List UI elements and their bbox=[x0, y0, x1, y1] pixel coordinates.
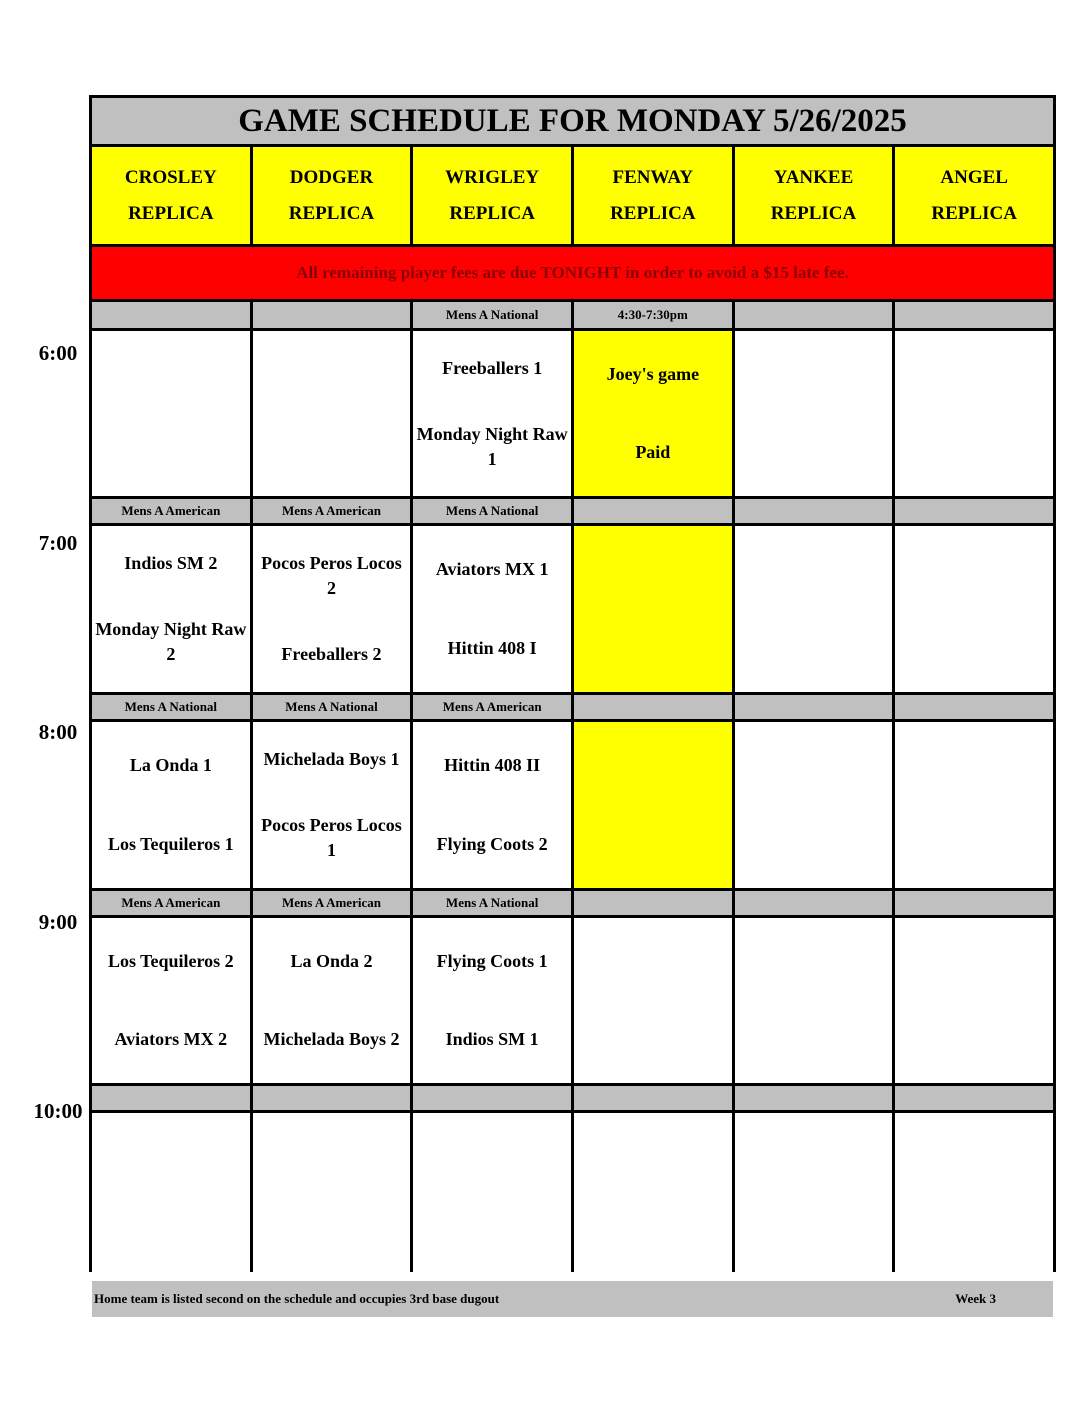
team-name: Freeballers 2 bbox=[281, 644, 382, 665]
team-name: Pocos Peros Locos 2 bbox=[261, 552, 402, 598]
game-cell bbox=[895, 526, 1053, 692]
division-label: Mens A American bbox=[92, 891, 250, 915]
division-label bbox=[735, 1086, 893, 1110]
venue-name: FENWAY bbox=[612, 166, 694, 188]
team-name: Los Tequileros 2 bbox=[107, 950, 234, 971]
division-label bbox=[735, 499, 893, 523]
game-cell bbox=[413, 722, 571, 888]
division-label: Mens A National bbox=[92, 695, 250, 719]
division-label bbox=[92, 1086, 250, 1110]
team-name: Hittin 408 I bbox=[447, 638, 537, 658]
venue-header bbox=[574, 147, 732, 244]
division-label: Mens A National bbox=[413, 302, 571, 328]
division-label bbox=[253, 1086, 411, 1110]
venue-name: YANKEE bbox=[773, 166, 854, 188]
venue-header bbox=[735, 147, 893, 244]
game-cell bbox=[92, 1113, 250, 1278]
division-label bbox=[895, 1086, 1053, 1110]
venue-name: ANGEL bbox=[940, 166, 1008, 188]
game-cell bbox=[574, 331, 732, 496]
division-label bbox=[92, 302, 250, 328]
game-cell bbox=[735, 526, 893, 692]
team-name: Paid bbox=[635, 442, 671, 463]
division-label bbox=[574, 1086, 732, 1110]
venue-sub: REPLICA bbox=[610, 202, 696, 224]
game-cell bbox=[253, 1113, 411, 1278]
team-name: Pocos Peros Locos 1 bbox=[261, 815, 402, 861]
team-name: Michelada Boys 2 bbox=[263, 1029, 400, 1050]
division-label: 4:30-7:30pm bbox=[574, 302, 732, 328]
game-cell bbox=[895, 1113, 1053, 1278]
schedule-title: GAME SCHEDULE FOR MONDAY 5/26/2025 bbox=[92, 98, 1053, 144]
schedule-table bbox=[89, 95, 1056, 1306]
game-cell bbox=[253, 526, 411, 692]
division-label bbox=[253, 302, 411, 328]
division-label bbox=[735, 302, 893, 328]
division-label bbox=[895, 891, 1053, 915]
game-cell bbox=[574, 526, 732, 692]
venue-header bbox=[895, 147, 1053, 244]
game-cell bbox=[413, 526, 571, 692]
game-cell bbox=[735, 918, 893, 1083]
game-cell bbox=[253, 918, 411, 1083]
time-label: 7:00 bbox=[38, 531, 78, 555]
division-label bbox=[574, 499, 732, 523]
team-name: La Onda 2 bbox=[290, 950, 373, 971]
team-name: Michelada Boys 1 bbox=[263, 748, 400, 769]
division-label: Mens A American bbox=[253, 891, 411, 915]
division-label bbox=[735, 695, 893, 719]
game-cell bbox=[735, 331, 893, 496]
division-label bbox=[895, 499, 1053, 523]
team-name: Joey's game bbox=[606, 363, 700, 384]
team-name: Freeballers 1 bbox=[442, 357, 543, 378]
game-cell bbox=[895, 331, 1053, 496]
venue-name: CROSLEY bbox=[124, 166, 217, 188]
game-cell bbox=[253, 331, 411, 496]
division-label bbox=[735, 891, 893, 915]
venue-sub: REPLICA bbox=[449, 202, 535, 224]
venue-header bbox=[253, 147, 411, 244]
division-label bbox=[574, 891, 732, 915]
venue-sub: REPLICA bbox=[770, 202, 857, 224]
team-name: Hittin 408 II bbox=[444, 755, 541, 775]
game-cell bbox=[574, 918, 732, 1083]
game-cell bbox=[253, 722, 411, 888]
venue-header bbox=[413, 147, 571, 244]
division-label: Mens A American bbox=[253, 499, 411, 523]
time-label: 9:00 bbox=[38, 910, 78, 934]
team-name: Monday Night Raw 2 bbox=[95, 619, 247, 665]
venue-sub: REPLICA bbox=[931, 202, 1017, 224]
team-name: La Onda 1 bbox=[129, 755, 212, 775]
team-name: Monday Night Raw 1 bbox=[416, 423, 568, 469]
game-cell bbox=[735, 1113, 893, 1278]
game-cell bbox=[574, 1113, 732, 1278]
venue-name: WRIGLEY bbox=[445, 166, 540, 188]
division-label: Mens A National bbox=[413, 891, 571, 915]
team-name: Indios SM 2 bbox=[124, 552, 218, 573]
game-cell bbox=[92, 526, 250, 692]
game-cell bbox=[92, 331, 250, 496]
time-label: 8:00 bbox=[38, 720, 78, 744]
time-label: 6:00 bbox=[38, 341, 78, 365]
division-label bbox=[574, 695, 732, 719]
division-label: Mens A American bbox=[413, 695, 571, 719]
footer bbox=[92, 1281, 1053, 1317]
week-label: Week 3 bbox=[955, 1291, 996, 1306]
division-label: Mens A National bbox=[413, 499, 571, 523]
game-cell bbox=[895, 722, 1053, 888]
team-name: Flying Coots 1 bbox=[436, 950, 548, 971]
team-name: Los Tequileros 1 bbox=[107, 834, 234, 854]
fee-notice: All remaining player fees are due TONIGHT in order to avoid a $15 late fee. bbox=[92, 247, 1053, 299]
team-name: Aviators MX 2 bbox=[114, 1029, 228, 1050]
team-name: Flying Coots 2 bbox=[436, 834, 548, 854]
division-label bbox=[895, 302, 1053, 328]
team-name: Aviators MX 1 bbox=[435, 559, 549, 579]
division-label bbox=[895, 695, 1053, 719]
game-cell bbox=[413, 1113, 571, 1278]
venue-header bbox=[92, 147, 250, 244]
venue-sub: REPLICA bbox=[288, 202, 375, 224]
game-cell bbox=[574, 722, 732, 888]
game-cell bbox=[895, 918, 1053, 1083]
division-label bbox=[413, 1086, 571, 1110]
game-cell bbox=[413, 918, 571, 1083]
division-label: Mens A American bbox=[92, 499, 250, 523]
division-label: Mens A National bbox=[253, 695, 411, 719]
game-cell bbox=[92, 918, 250, 1083]
venue-name: DODGER bbox=[289, 166, 374, 188]
venue-sub: REPLICA bbox=[128, 202, 214, 224]
footer-note: Home team is listed second on the schedule and occupies 3rd base dugout bbox=[94, 1291, 500, 1306]
game-cell bbox=[413, 331, 571, 496]
game-cell bbox=[92, 722, 250, 888]
game-cell bbox=[735, 722, 893, 888]
time-label: 10:00 bbox=[33, 1099, 83, 1123]
team-name: Indios SM 1 bbox=[445, 1029, 539, 1050]
